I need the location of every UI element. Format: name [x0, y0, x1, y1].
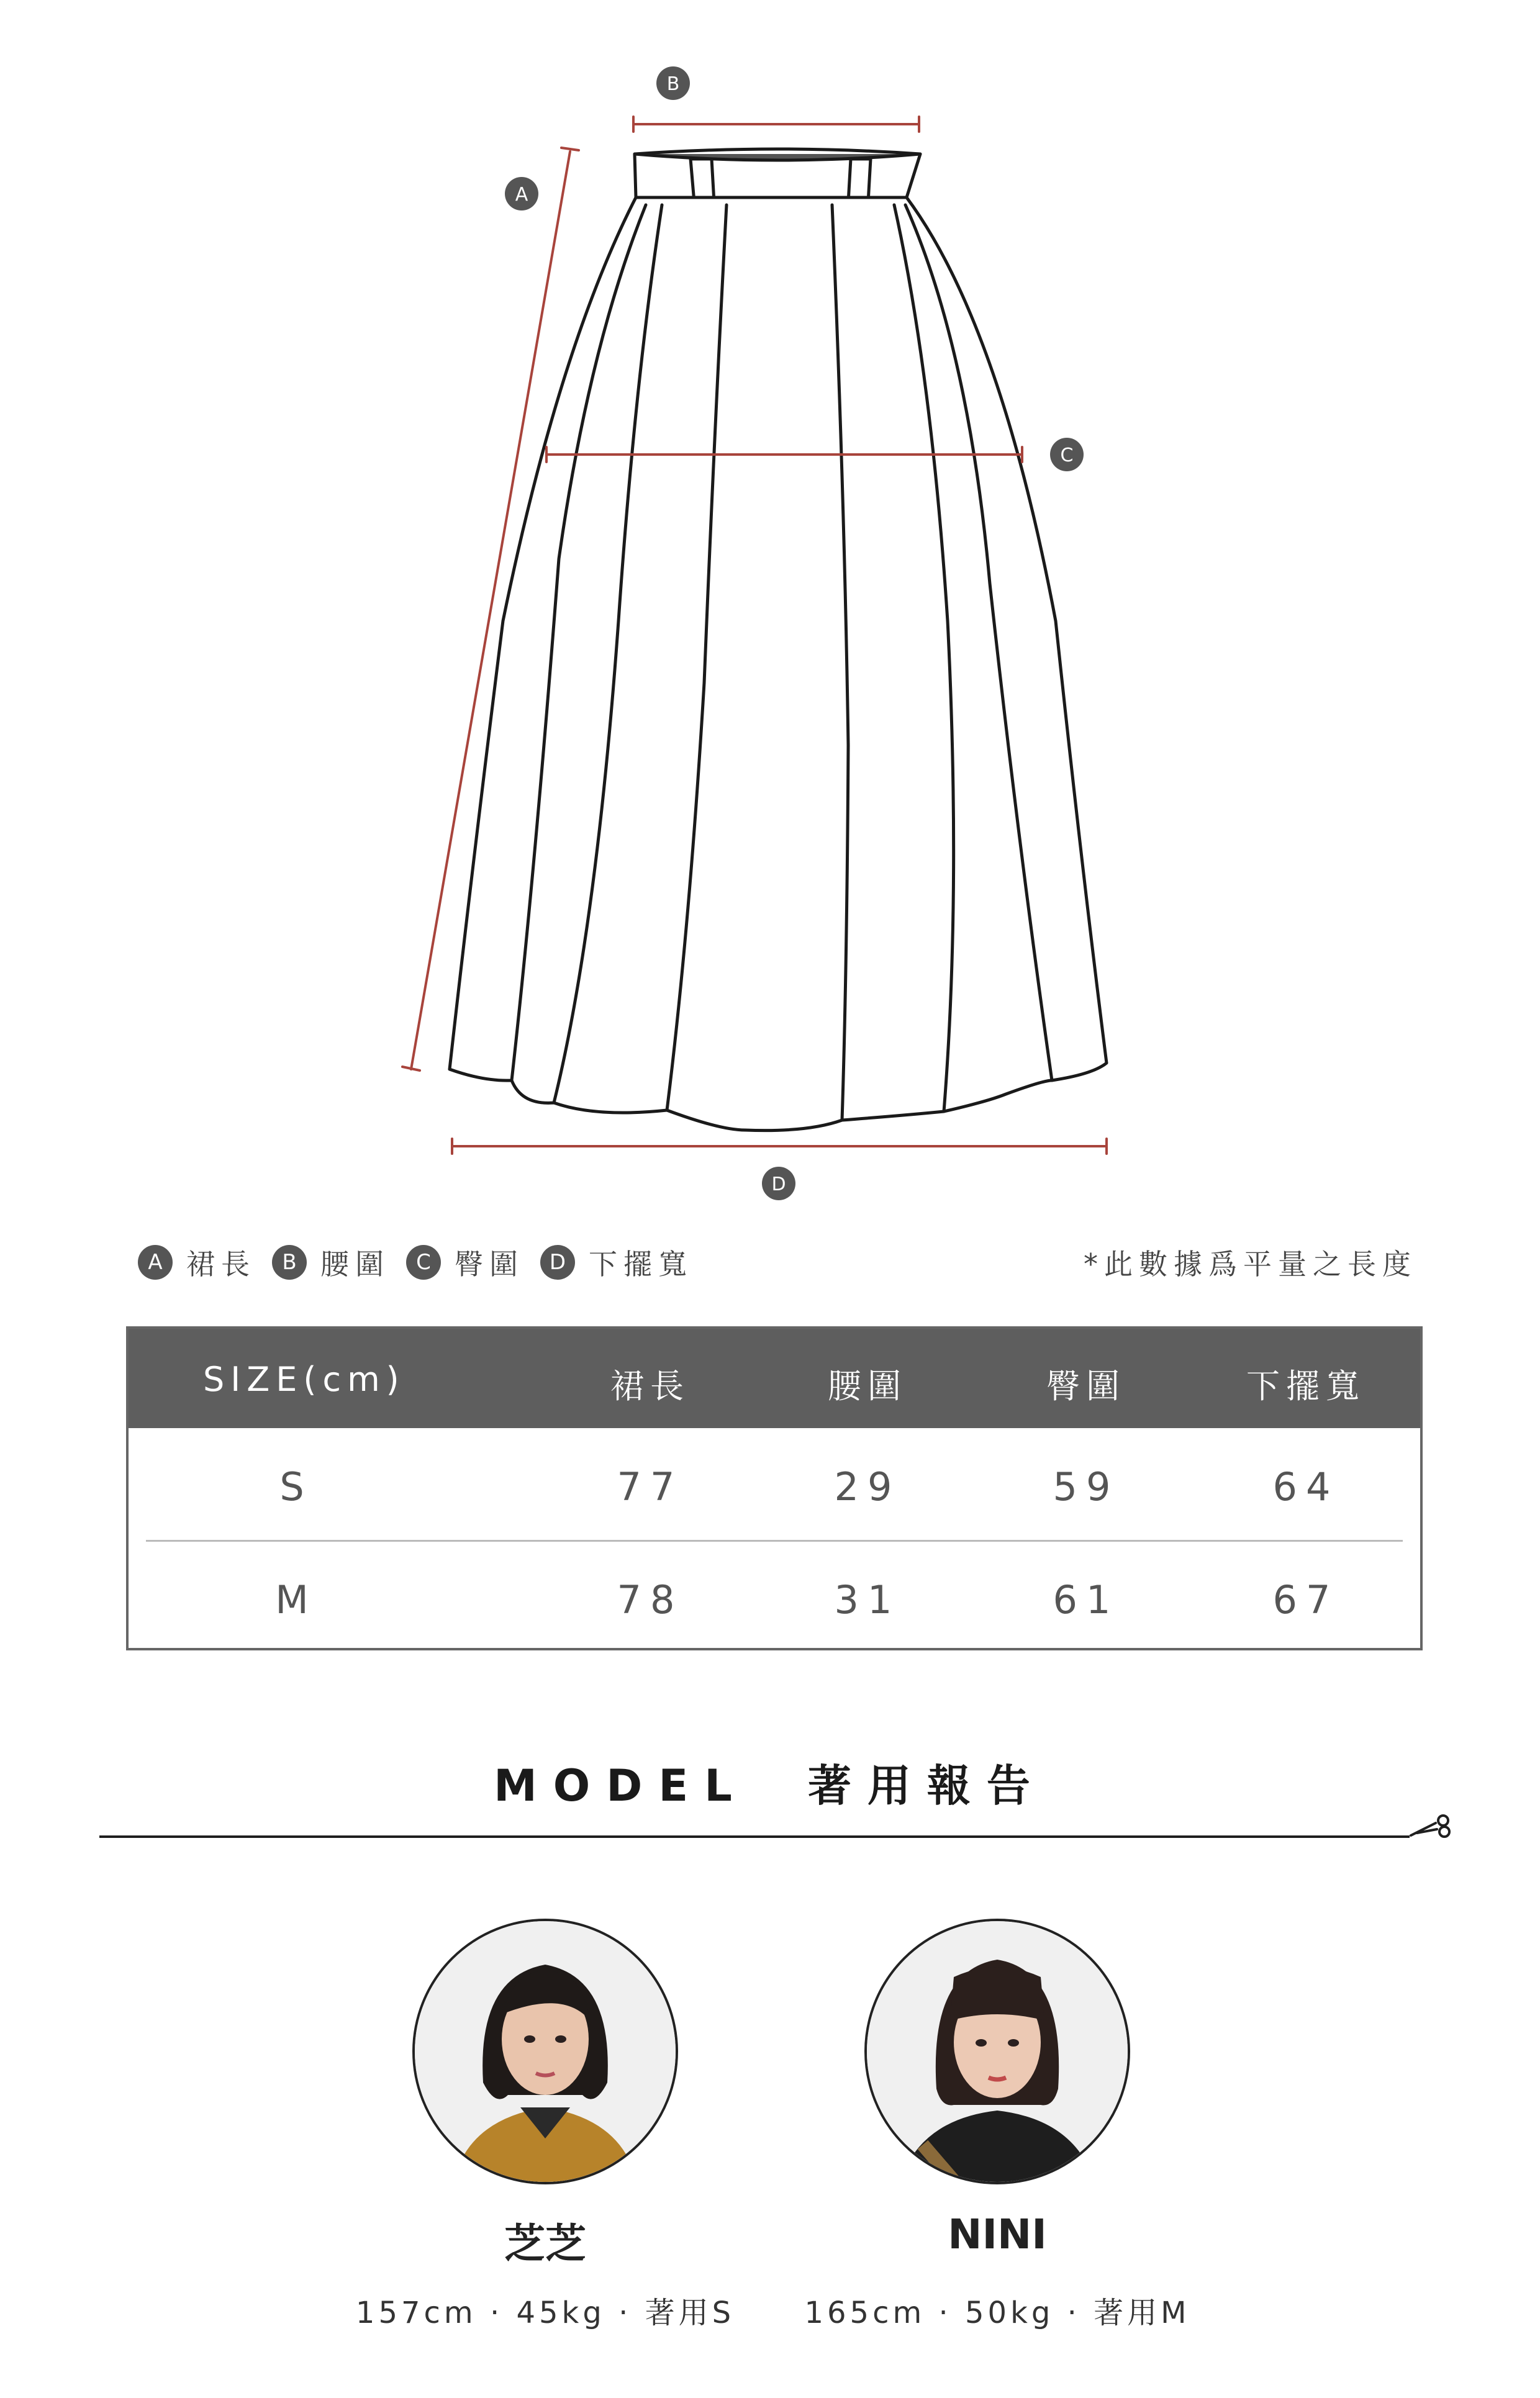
section-divider	[99, 1835, 1410, 1838]
skirt-outline	[450, 149, 1107, 1131]
badge-d: D	[771, 1174, 786, 1195]
table-header-cell: SIZE(cm)	[203, 1360, 405, 1399]
legend-item-b	[272, 1242, 390, 1283]
table-header-cell: 下擺寬	[1246, 1367, 1366, 1406]
table-cell: 78	[617, 1577, 684, 1622]
model-1-name: 芝芝	[504, 2220, 586, 2268]
legend-item-a	[138, 1242, 256, 1283]
model-2-portrait-icon	[867, 1921, 1128, 2182]
model-1-stats: 157cm · 45kg · 著用S	[355, 2296, 735, 2330]
legend-label: 臀圍	[455, 1247, 524, 1281]
table-row	[129, 1541, 1420, 1653]
legend-badge: B	[272, 1245, 307, 1280]
legend-item-c	[406, 1242, 524, 1283]
avatar-model-1	[412, 1919, 678, 2184]
table-cell: M	[275, 1577, 317, 1622]
table-cell: S	[279, 1464, 313, 1509]
measurement-note: *此數據爲平量之長度	[1084, 1247, 1417, 1281]
legend-label: 下擺寬	[589, 1247, 693, 1281]
table-header-row	[129, 1329, 1420, 1428]
avatar-model-2	[864, 1919, 1130, 2184]
scissors-icon	[1410, 1804, 1454, 1842]
table-cell: 67	[1272, 1577, 1339, 1622]
legend-label: 裙長	[186, 1247, 256, 1281]
legend-item-d	[540, 1242, 693, 1283]
table-cell: 77	[617, 1464, 684, 1509]
model-2-stats: 165cm · 50kg · 著用M	[804, 2296, 1190, 2330]
model-section-title: MODEL 著用報告	[494, 1760, 1046, 1811]
measurement-legend	[138, 1241, 709, 1284]
badge-c: C	[1060, 445, 1074, 466]
size-table	[126, 1326, 1423, 1650]
model-1-portrait-icon	[415, 1921, 676, 2182]
table-cell: 59	[1053, 1464, 1120, 1509]
table-header-cell: 腰圍	[828, 1367, 907, 1406]
legend-badge: A	[138, 1245, 173, 1280]
badge-a: A	[515, 184, 528, 206]
table-cell: 31	[834, 1577, 901, 1622]
measure-line-b	[633, 117, 919, 132]
badge-b: B	[666, 73, 680, 95]
table-cell: 64	[1272, 1464, 1339, 1509]
table-header-cell: 臀圍	[1046, 1367, 1126, 1406]
legend-badge: C	[406, 1245, 441, 1280]
measure-line-d	[452, 1139, 1107, 1154]
model-2-name: NINI	[948, 2210, 1047, 2258]
table-row	[129, 1428, 1420, 1540]
table-cell: 29	[834, 1464, 901, 1509]
table-header-cell: 裙長	[610, 1367, 690, 1406]
legend-label: 腰圍	[320, 1247, 390, 1281]
legend-badge: D	[540, 1245, 575, 1280]
table-cell: 61	[1053, 1577, 1120, 1622]
